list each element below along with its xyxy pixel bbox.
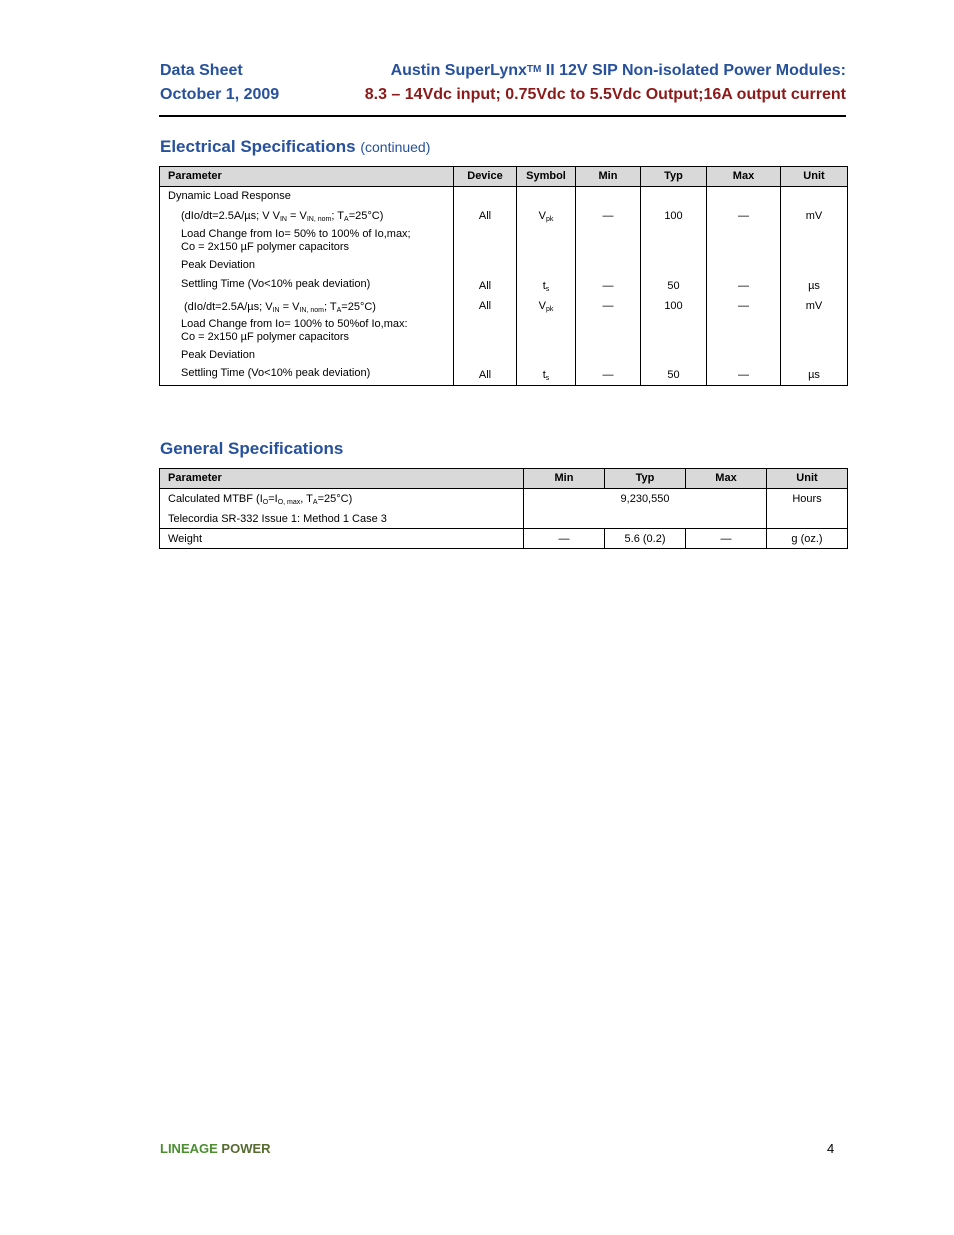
product-name-rest: II 12V SIP Non-isolated Power Modules: — [541, 62, 846, 79]
mtbf-label: Calculated MTBF (IO=IO, max, TA=25°C) — [168, 493, 353, 506]
min-value: — — [558, 533, 570, 545]
col-header-parameter: Parameter — [160, 167, 454, 187]
min-cell — [576, 187, 641, 386]
col-header-unit: Unit — [781, 167, 848, 187]
table-row — [160, 529, 848, 549]
max-value: — — [738, 210, 749, 222]
unit-cell — [781, 187, 848, 386]
col-header-min: Min — [524, 469, 605, 489]
table-header-row — [160, 469, 848, 489]
typ-cell — [605, 529, 686, 549]
max-cell — [686, 529, 767, 549]
max-value: — — [738, 369, 749, 381]
min-value: — — [602, 210, 614, 222]
col-header-symbol: Symbol — [517, 167, 576, 187]
header-rule — [159, 115, 846, 117]
symbol-value: ts — [542, 280, 550, 293]
typ-value: 50 — [667, 369, 680, 381]
param-line: (dIo/dt=2.5A/µs; VIN = VIN, nom; TA=25°C) — [184, 301, 376, 314]
col-header-max: Max — [707, 167, 781, 187]
mtbf-value: 9,230,550 — [620, 493, 670, 505]
parameter-cell — [160, 529, 524, 549]
general-specs-title: General Specifications — [160, 439, 344, 458]
param-line: Dynamic Load Response — [168, 190, 291, 202]
section-title-suffix: (continued) — [360, 139, 431, 155]
param-line: Peak Deviation — [181, 349, 255, 361]
min-value: — — [602, 300, 614, 312]
device-value: All — [478, 369, 492, 381]
electrical-specs-table — [159, 166, 848, 386]
min-value: — — [602, 369, 614, 381]
typ-value: 50 — [667, 280, 680, 292]
doc-type: Data Sheet — [160, 62, 243, 79]
unit-cell — [767, 489, 848, 529]
brand-lineage: LINEAGE — [160, 1141, 218, 1156]
param-line: (dIo/dt=2.5A/µs; V VIN = VIN, nom; TA=25°C) — [181, 210, 384, 223]
max-value: — — [720, 533, 732, 545]
symbol-cell — [517, 187, 576, 386]
max-cell — [707, 187, 781, 386]
section-title-text: Electrical Specifications — [160, 137, 356, 156]
device-value: All — [478, 300, 492, 312]
general-specs-table — [159, 468, 848, 549]
product-title — [391, 63, 846, 81]
param-line: Load Change from Io= 100% to 50%of Io,max: — [181, 318, 408, 330]
unit-value: µs — [808, 369, 820, 381]
col-header-typ: Typ — [641, 167, 707, 187]
col-header-device: Device — [454, 167, 517, 187]
mtbf-method: Telecordia SR-332 Issue 1: Method 1 Case 3 — [168, 513, 387, 525]
col-header-parameter: Parameter — [160, 469, 524, 489]
weight-label: Weight — [168, 533, 203, 545]
col-header-unit: Unit — [767, 469, 848, 489]
product-name: Austin SuperLynx — [390, 62, 527, 79]
col-header-max: Max — [686, 469, 767, 489]
table-header-row — [160, 167, 848, 187]
param-line: Co = 2x150 µF polymer capacitors — [181, 241, 350, 253]
doc-date: October 1, 2009 — [160, 86, 280, 103]
product-subtitle: 8.3 – 14Vdc input; 0.75Vdc to 5.5Vdc Output;16A output current — [364, 86, 846, 103]
max-value: — — [738, 280, 749, 292]
device-value: All — [478, 280, 492, 292]
mtbf-unit: Hours — [792, 493, 822, 505]
parameter-cell — [160, 489, 524, 529]
typ-value: 100 — [664, 300, 683, 312]
mtbf-typ-cell — [524, 489, 767, 529]
brand-power: POWER — [217, 1141, 271, 1156]
param-line: Co = 2x150 µF polymer capacitors — [181, 331, 350, 343]
table-row — [160, 187, 848, 386]
param-line: Settling Time (Vo<10% peak deviation) — [181, 278, 371, 290]
unit-cell — [767, 529, 848, 549]
param-line: Settling Time (Vo<10% peak deviation) — [181, 367, 371, 379]
parameter-cell — [160, 187, 454, 386]
table-row — [160, 489, 848, 529]
trademark: TM — [526, 64, 542, 75]
page-number: 4 — [827, 1141, 835, 1156]
symbol-value: Vpk — [538, 210, 554, 223]
typ-value: 5.6 (0.2) — [624, 533, 666, 545]
param-line: Load Change from Io= 50% to 100% of Io,max; — [181, 228, 411, 240]
min-value: — — [602, 280, 614, 292]
col-header-min: Min — [576, 167, 641, 187]
col-header-typ: Typ — [605, 469, 686, 489]
device-cell — [454, 187, 517, 386]
param-line: Peak Deviation — [181, 259, 255, 271]
unit-value: g (oz.) — [791, 533, 823, 545]
typ-value: 100 — [664, 210, 683, 222]
footer-brand-logo — [160, 1141, 271, 1156]
electrical-specs-title — [160, 137, 430, 157]
device-value: All — [478, 210, 492, 222]
typ-cell — [641, 187, 707, 386]
unit-value: µs — [808, 280, 820, 292]
max-value: — — [738, 300, 749, 312]
symbol-value: Vpk — [538, 300, 554, 313]
unit-value: mV — [805, 300, 823, 312]
symbol-value: ts — [542, 369, 550, 382]
min-cell — [524, 529, 605, 549]
unit-value: mV — [805, 210, 823, 222]
